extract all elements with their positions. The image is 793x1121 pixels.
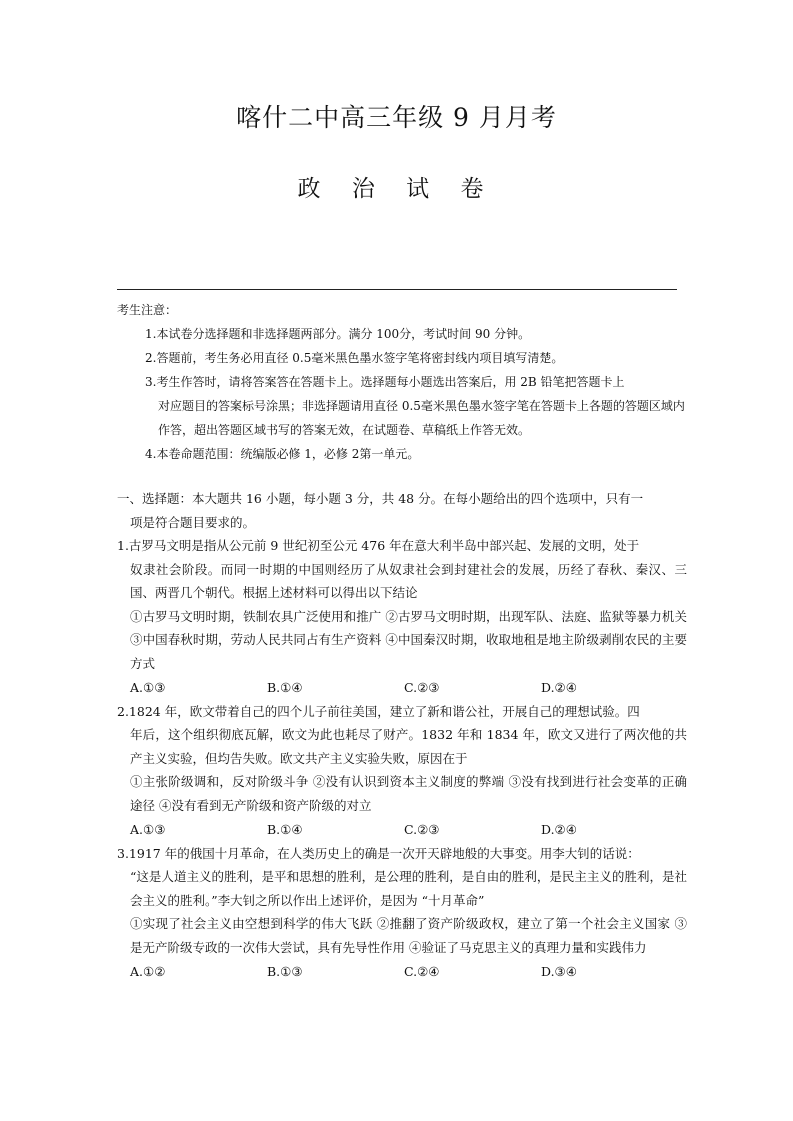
question-stem-continuation: 年后，这个组织彻底瓦解，欧文为此也耗尽了财产。1832 年和 1834 年，欧文又进行了两次他的共产主义实验，但均告失败。欧文共产主义实验失败，原因在于 xyxy=(130,727,687,766)
notice-item-text: 2.答题前，考生务必用直径 0.5毫米黑色墨水签字笔将密封线内项目填写清楚。 xyxy=(145,351,564,365)
question-statements: ①实现了社会主义由空想到科学的伟大飞跃 ②推翻了资产阶级政权，建立了第一个社会主义国家 ③是无产阶级专政的一次伟大尝试，具有先导性作用 ④验证了马克思主义的真理力量和实践伟力 xyxy=(130,916,687,955)
option-b[interactable]: B.①④ xyxy=(267,821,303,837)
question-2 xyxy=(117,700,687,842)
option-a[interactable]: A.①③ xyxy=(130,679,166,695)
section-heading-continuation: 项是符合题目要求的。 xyxy=(130,515,256,530)
question-statements: ①主张阶级调和，反对阶级斗争 ②没有认识到资本主义制度的弊端 ③没有找到进行社会变革的正确途径 ④没有看到无产阶级和资产阶级的对立 xyxy=(130,774,687,813)
notice-item xyxy=(117,442,687,466)
section-heading xyxy=(117,487,687,535)
notice-item-continuation: 对应题目的答案标号涂黑；非选择题请用直径 0.5毫米黑色墨水签字笔在答题卡上各题的答题区域内作答，超出答题区域书写的答案无效，在试题卷、草稿纸上作答无效。 xyxy=(158,399,685,437)
notice-item-text: 4.本卷命题范围：统编版必修 1，必修 2第一单元。 xyxy=(145,447,420,461)
notice-item xyxy=(117,370,687,442)
options-row xyxy=(117,960,687,984)
notice-heading: 考生注意： xyxy=(117,303,178,317)
option-c[interactable]: C.②③ xyxy=(404,679,440,695)
option-a[interactable]: A.①③ xyxy=(130,821,166,837)
section-heading-line: 一、选择题：本大题共 16 小题，每小题 3 分，共 48 分。在每小题给出的四个选项中，只有一 xyxy=(117,491,644,506)
option-b[interactable]: B.①③ xyxy=(267,963,303,979)
option-d[interactable]: D.②④ xyxy=(541,679,577,695)
exam-title: 喀什二中高三年级 9 月月考 xyxy=(236,103,557,132)
option-c[interactable]: C.②③ xyxy=(404,821,440,837)
question-1 xyxy=(117,534,687,700)
option-b[interactable]: B.①④ xyxy=(267,679,303,695)
question-stem: 3.1917 年的俄国十月革命，在人类历史上的确是一次开天辟地般的大事变。用李大钊的话说： xyxy=(117,845,640,861)
notice-item xyxy=(117,346,687,370)
option-d[interactable]: D.②④ xyxy=(541,821,577,837)
question-stem-continuation: 奴隶社会阶段。而同一时期的中国则经历了从奴隶社会到封建社会的发展，历经了春秋、秦汉、三国、两晋几个朝代。根据上述材料可以得出以下结论 xyxy=(130,561,687,601)
question-list xyxy=(117,534,687,984)
exam-subtitle: 政 治 试 卷 xyxy=(297,176,496,202)
notice-item xyxy=(117,322,687,346)
question-stem: 2.1824 年，欧文带着自己的四个儿子前往美国，建立了新和谐公社，开展自己的理想试验。四 xyxy=(117,703,640,719)
options-row xyxy=(117,818,687,842)
option-a[interactable]: A.①② xyxy=(130,963,166,979)
question-statements: ①古罗马文明时期，铁制农具广泛使用和推广 ②古罗马文明时期，出现军队、法庭、监狱等暴力机关 ③中国春秋时期，劳动人民共同占有生产资料 ④中国秦汉时期，收取地租是地主阶级剥削农民的主要方式 xyxy=(130,608,687,671)
question-3 xyxy=(117,842,687,984)
notice-item-text: 3.考生作答时，请将答案答在答题卡上。选择题每小题选出答案后，用 2B 铅笔把答题卡上 xyxy=(145,375,625,389)
question-stem-continuation: “这是人道主义的胜利，是平和思想的胜利，是公理的胜利，是自由的胜利，是民主主义的胜利，是社会主义的胜利。”李大钊之所以作出上述评价，是因为 “十月革命” xyxy=(130,869,687,908)
notice-block xyxy=(117,298,687,466)
notice-item-text: 1.本试卷分选择题和非选择题两部分。满分 100分，考试时间 90 分钟。 xyxy=(145,327,531,341)
question-stem: 1.古罗马文明是指从公元前 9 世纪初至公元 476 年在意大利半岛中部兴起、发展的文明，处于 xyxy=(117,538,640,553)
option-d[interactable]: D.③④ xyxy=(541,963,577,979)
options-row xyxy=(117,676,687,700)
divider xyxy=(117,289,677,290)
option-c[interactable]: C.②④ xyxy=(404,963,440,979)
